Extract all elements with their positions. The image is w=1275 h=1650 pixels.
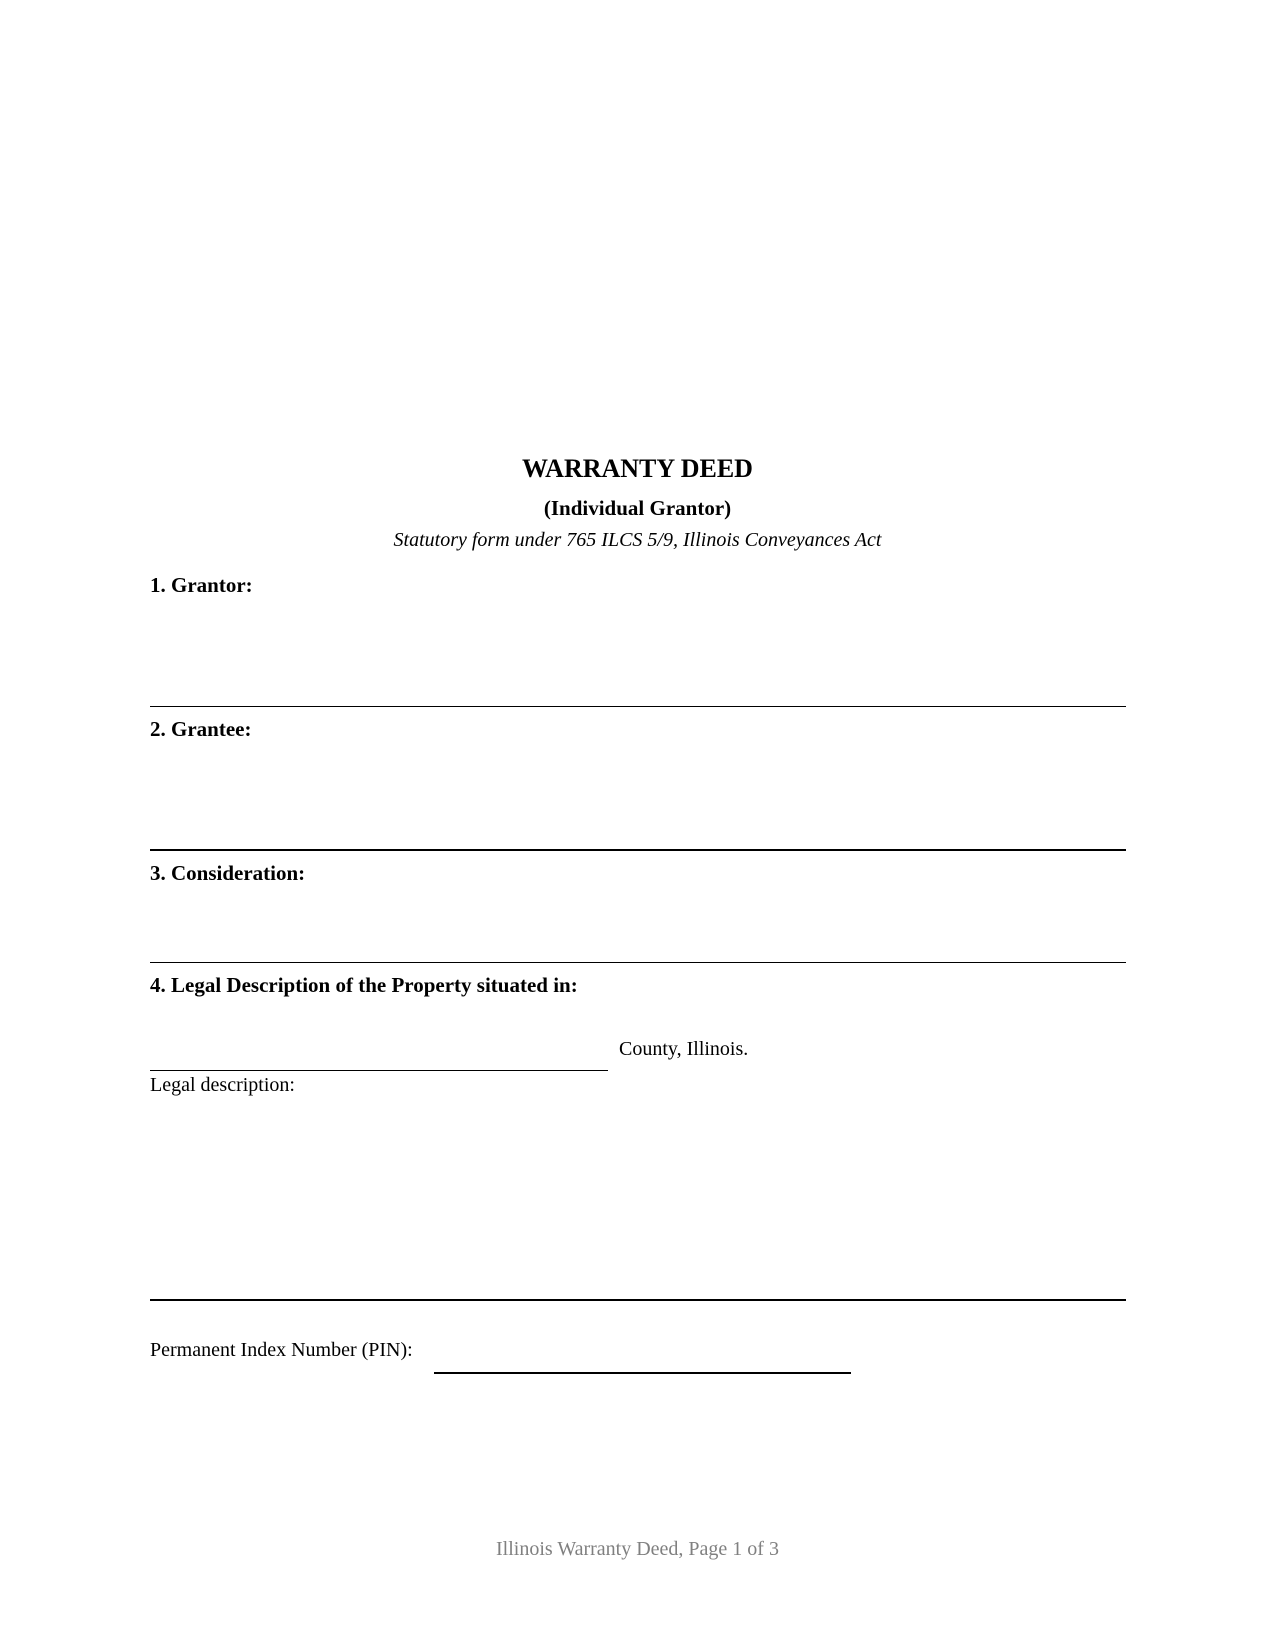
legal-description-label: Legal description: <box>150 1074 295 1096</box>
page-footer: Illinois Warranty Deed, Page 1 of 3 <box>496 1538 779 1560</box>
document-title: WARRANTY DEED <box>522 454 753 483</box>
grantee-line <box>150 849 1126 851</box>
legal-description-field[interactable] <box>150 1100 1126 1299</box>
grantee-heading: 2. Grantee: <box>150 717 252 741</box>
statute-reference: Statutory form under 765 ILCS 5/9, Illinois Conveyances Act <box>393 529 882 551</box>
county-field[interactable] <box>150 1000 608 1070</box>
legal-description-line <box>150 1299 1126 1301</box>
document-subtitle: (Individual Grantor) <box>543 496 732 520</box>
consideration-heading: 3. Consideration: <box>150 861 306 885</box>
pin-label: Permanent Index Number (PIN): <box>150 1339 413 1361</box>
county-suffix: County, Illinois. <box>619 1038 749 1060</box>
grantor-field[interactable] <box>150 580 1126 706</box>
legal-description-heading: 4. Legal Description of the Property situated in: <box>150 973 578 997</box>
consideration-line <box>150 962 1126 963</box>
pin-line <box>434 1372 851 1374</box>
grantor-heading: 1. Grantor: <box>150 573 253 597</box>
consideration-field[interactable] <box>150 868 1126 962</box>
county-line <box>150 1070 608 1071</box>
grantee-field[interactable] <box>150 724 1126 849</box>
pin-field[interactable] <box>434 1330 851 1372</box>
grantor-line <box>150 706 1126 707</box>
